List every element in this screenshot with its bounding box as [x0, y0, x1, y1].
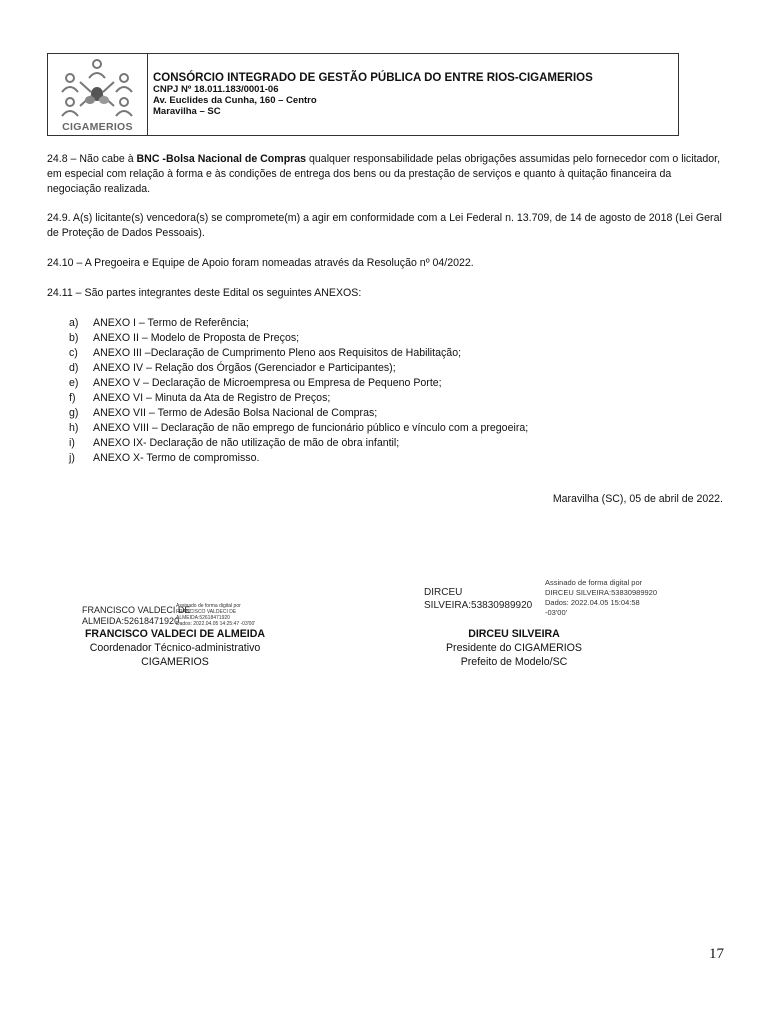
list-item: g) ANEXO VII – Termo de Adesão Bolsa Nacional de Compras;: [69, 407, 378, 419]
list-item: a) ANEXO I – Termo de Referência;: [69, 317, 249, 329]
signing-date: Maravilha (SC), 05 de abril de 2022.: [552, 493, 723, 505]
left-signatory: [60, 627, 290, 669]
clause-24-11: 24.11 – São partes integrantes deste Edital os seguintes ANEXOS:: [47, 287, 362, 299]
right-signatory-role: Presidente do CIGAMERIOS: [445, 642, 582, 654]
list-item: c) ANEXO III –Declaração de Cumprimento Pleno aos Requisitos de Habilitação;: [69, 347, 462, 359]
right-signature-stamp: DIRCEU SILVEIRA:53830989920: [424, 587, 533, 611]
clause-24-9: 24.9. A(s) licitante(s) vencedora(s) se compromete(m) a agir em conformidade com a Lei Federal n. 13.709, de 14 de agosto de 2018 (Lei Geral de Proteção de Dados Pessoais).: [47, 212, 722, 239]
annex-list: [69, 316, 709, 466]
right-digital-signature-info: Assinado de forma digital por DIRCEU SILVEIRA:53830989920 Dados: 2022.04.05 15:04:58 -03'00': [545, 578, 658, 617]
right-signatory: [400, 627, 628, 669]
left-signatory-name: FRANCISCO VALDECI DE ALMEIDA: [84, 628, 266, 640]
list-item: j) ANEXO X- Termo de compromisso.: [69, 452, 260, 464]
list-item: e) ANEXO V – Declaração de Microempresa ou Empresa de Pequeno Porte;: [69, 377, 442, 389]
right-signatory-name: DIRCEU SILVEIRA: [468, 628, 560, 640]
bnc-name: BNC -Bolsa Nacional de Compras: [136, 153, 307, 165]
list-item: i) ANEXO IX- Declaração de não utilização de mão de obra infantil;: [69, 437, 400, 449]
organization-info: [148, 54, 593, 135]
left-signatory-role: Coordenador Técnico-administrativo: [89, 642, 261, 654]
left-signature-stamp: FRANCISCO VALDECI DE ALMEIDA:52618471920: [82, 605, 191, 626]
left-digital-signature-info: Assinado de forma digital por FRANCISCO VALDECI DE ALMEIDA:52618471920 Dados: 2022.04.05 14:25:47 -03'00': [176, 603, 256, 627]
organization-cnpj: CNPJ Nº 18.011.183/0001-06: [153, 84, 279, 95]
page-number: 17: [709, 946, 724, 962]
consortium-logo: [48, 54, 148, 135]
document-header: [47, 53, 679, 136]
list-item: f) ANEXO VI – Minuta da Ata de Registro de Preços;: [69, 392, 331, 404]
people-circle-icon: [54, 56, 140, 128]
clause-24-8: 24.8 – Não cabe à BNC -Bolsa Nacional de Compras qualquer responsabilidade pelas obrigações assumidas pelo fornecedor com o licitador, em especial com relação à forma e às condições de entrega dos bens ou da prestação de serviços e quanto à quitação financeira da negociação realizada.: [47, 153, 721, 195]
list-item: h) ANEXO VIII – Declaração de não emprego de funcionário público e vínculo com a pregoeira;: [69, 422, 529, 434]
organization-city: Maravilha – SC: [153, 106, 221, 117]
right-signatory-org: Prefeito de Modelo/SC: [460, 656, 568, 668]
list-item: b) ANEXO II – Modelo de Proposta de Preços;: [69, 332, 300, 344]
left-signatory-org: CIGAMERIOS: [141, 656, 209, 668]
clause-24-10: 24.10 – A Pregoeira e Equipe de Apoio foram nomeadas através da Resolução nº 04/2022.: [47, 257, 474, 269]
logo-wordmark: CIGAMERIOS: [62, 121, 133, 133]
list-item: d) ANEXO IV – Relação dos Órgãos (Gerenciador e Participantes);: [69, 362, 396, 374]
organization-address: Av. Euclides da Cunha, 160 – Centro: [153, 95, 317, 106]
organization-name: CONSÓRCIO INTEGRADO DE GESTÃO PÚBLICA DO ENTRE RIOS-CIGAMERIOS: [153, 72, 593, 84]
